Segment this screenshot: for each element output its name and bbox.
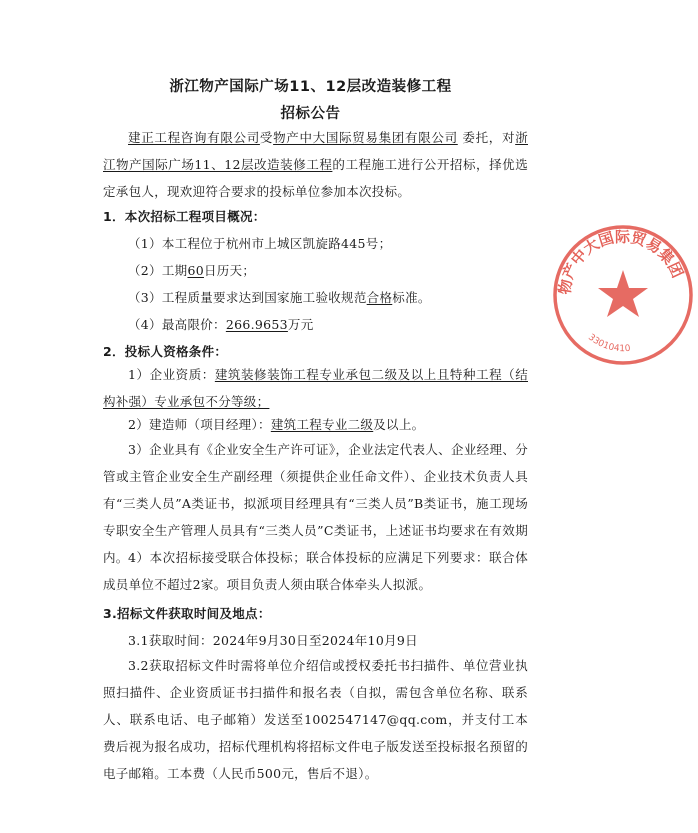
section2-item3: 3）企业具有《企业安全生产许可证》，企业法定代表人、企业经理、分管或主管企业安全生产副经理（须提供企业任命文件）、企业技术负责人具有“三类人员”A类证书，拟派项目经理具有“三类人员”B类证书，施工现场专职安全生产管理人员具有“三类人员”C类证书，上述证书均要求在有效期内。 xyxy=(103,442,528,565)
section1-item3: （3）工程质量要求达到国家施工验收规范合格标准。 xyxy=(128,290,431,305)
section1-heading: 1．本次招标工程项目概况： xyxy=(103,209,266,224)
section2-item2: 2）建造师（项目经理）：建筑工程专业二级及以上。 xyxy=(128,417,425,432)
company-seal-stamp xyxy=(548,220,698,370)
section3-item1: 3.1获取时间：2024年9月30日至2024年10月9日 xyxy=(128,633,418,648)
section2-heading: 2．投标人资格条件： xyxy=(103,344,228,359)
quality-value: 合格 xyxy=(366,290,393,305)
section3-item2: 3.2获取招标文件时需将单位介绍信或授权委托书扫描件、单位营业执照扫描件、企业资质证书扫描件和报名表（自拟，需包含单位名称、联系人、联系电话、电子邮箱）发送至1002547147@qq.com，并支付工本费后视为报名成功，招标代理机构将招标文件电子版发送至投标报名预留的电子邮箱。工本费（人民币500元，售后不退）。 xyxy=(103,658,528,781)
intro-text-3: 的工程施工进行公开招标，择优选定承包人，现欢迎符合要求的投标单位参加本次投标。 xyxy=(103,157,528,199)
seal-star-icon xyxy=(598,270,648,317)
intro-paragraph xyxy=(103,124,528,205)
section2-item4: 4）本次招标接受联合体投标；联合体投标的应满足下列要求：联合体成员单位不超过2家。项目负责人须由联合体牵头人拟派。 xyxy=(103,550,528,592)
section1-item4: （4）最高限价：266.9653万元 xyxy=(128,317,314,332)
price-value: 266.9653 xyxy=(225,317,288,332)
builder-level-value: 建筑工程专业二级 xyxy=(270,417,374,432)
svg-text:33010410 xyxy=(586,333,631,355)
document-subtitle: 招标公告 xyxy=(280,106,341,122)
section3-heading: 3.招标文件获取时间及地点： xyxy=(103,606,271,621)
duration-value: 60 xyxy=(187,263,204,278)
intro-text-2: 委托，对 xyxy=(457,130,516,145)
client-name: 物产中大国际贸易集团有限公司 xyxy=(273,130,458,145)
qualification-value: 建筑装修装饰工程专业承包二级及以上且特种工程（结构补强）专业承包不分等级； xyxy=(103,367,528,409)
intro-text-1: 受 xyxy=(259,130,274,145)
document-title: 浙江物产国际广场11、12层改造装修工程 xyxy=(169,79,452,95)
seal-number: 33010410 xyxy=(586,332,631,355)
project-name: 浙江物产国际广场11、12层改造装修工程 xyxy=(103,130,528,172)
agent-name: 建正工程咨询有限公司 xyxy=(128,130,260,145)
section1-item1: （1）本工程位于杭州市上城区凯旋路445号； xyxy=(128,236,392,251)
section2-item1: 1）企业资质：建筑装修装饰工程专业承包二级及以上且特种工程（结构补强）专业承包不分等级； xyxy=(103,367,528,409)
section1-item2: （2）工期60日历天； xyxy=(128,263,256,278)
seal-text: 物产中大国际贸易集团 xyxy=(555,227,687,296)
